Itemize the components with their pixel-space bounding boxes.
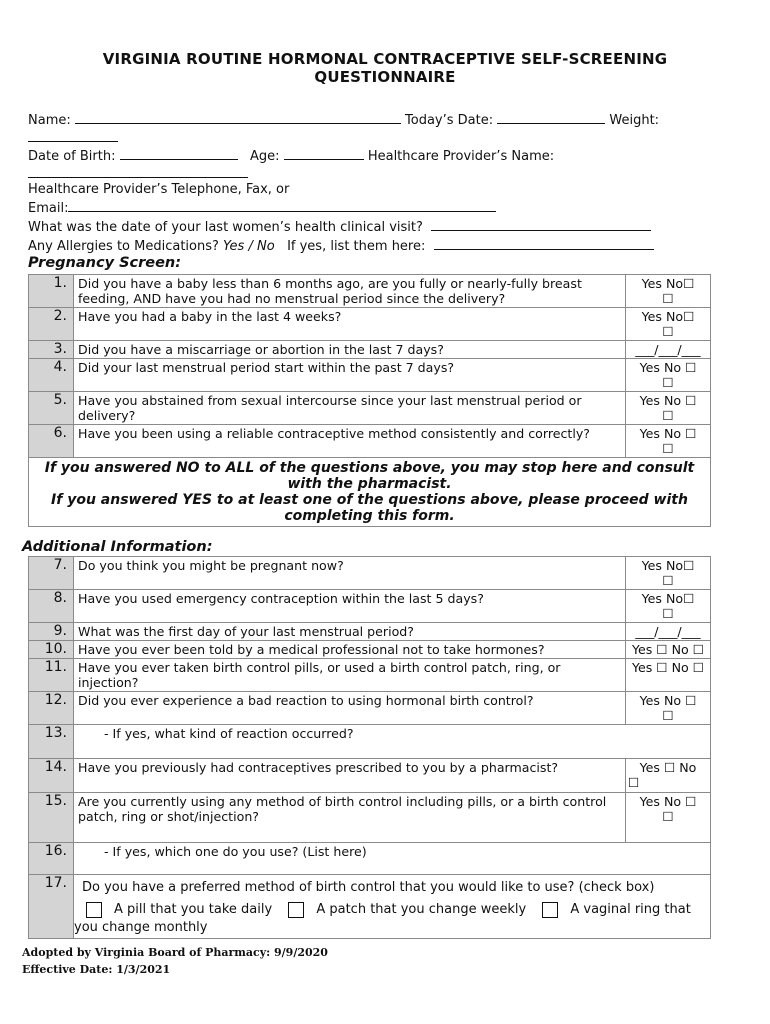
yes-no-checkboxes[interactable]: Yes No☐ [641, 591, 695, 606]
question-17-cell [74, 875, 711, 939]
question-row [29, 359, 711, 392]
question-number: 8. [29, 590, 74, 623]
checkbox[interactable]: ☐ [662, 408, 674, 423]
question-row [29, 641, 711, 659]
yes-no-checkboxes[interactable]: Yes No☐ [641, 309, 695, 324]
answer-cell[interactable] [626, 692, 711, 725]
name-line [28, 110, 659, 129]
name-label: Name: [28, 113, 71, 128]
answer-cell[interactable] [626, 392, 711, 425]
allergies-line [28, 236, 654, 255]
checkbox[interactable]: ☐ [662, 291, 674, 306]
visit-field[interactable] [431, 217, 651, 231]
answer-cell[interactable] [626, 308, 711, 341]
weight-label: Weight: [609, 113, 660, 128]
dob-line [28, 146, 554, 165]
question-14-answer[interactable] [626, 759, 711, 793]
question-row [29, 275, 711, 308]
question-13-row [29, 725, 711, 759]
question-number: 15. [29, 793, 74, 843]
question-row [29, 425, 711, 458]
note-proceed: If you answered YES to at least one of the questions above, please proceed with completing this form. [51, 492, 688, 524]
question-15-text: Are you currently using any method of birth control including pills, or a birth control patch, ring or shot/injection? [74, 793, 626, 843]
checkbox[interactable]: ☐ [662, 324, 674, 339]
email-label: Email: [28, 201, 69, 216]
method-options [74, 901, 706, 937]
question-number: 16. [29, 843, 74, 875]
answer-cell[interactable] [626, 341, 711, 359]
checkbox[interactable]: ☐ [628, 775, 640, 790]
checkbox[interactable]: ☐ [662, 809, 674, 824]
question-row [29, 341, 711, 359]
yes-no-checkboxes[interactable]: Yes ☐ No ☐ [631, 660, 705, 675]
question-number: 7. [29, 557, 74, 590]
additional-heading: Additional Information: [22, 539, 213, 555]
yes-no-checkboxes[interactable]: Yes No ☐ [639, 426, 697, 441]
question-number: 12. [29, 692, 74, 725]
answer-cell[interactable] [626, 659, 711, 692]
question-number: 3. [29, 341, 74, 359]
yes-no-checkboxes[interactable]: ___/___/___ [635, 342, 701, 357]
question-row [29, 557, 711, 590]
pregnancy-heading: Pregnancy Screen: [28, 255, 182, 271]
effective-date: Effective Date: 1/3/2021 [22, 963, 171, 976]
answer-cell[interactable] [626, 641, 711, 659]
question-14-text: Have you previously had contraceptives prescribed to you by a pharmacist? [74, 759, 626, 793]
today-label: Today’s Date: [405, 113, 494, 128]
today-field[interactable] [497, 110, 605, 124]
question-text: Did your last menstrual period start within the past 7 days? [74, 359, 626, 392]
question-number: 9. [29, 623, 74, 641]
question-17-row [29, 875, 711, 939]
answer-cell[interactable] [626, 590, 711, 623]
email-field[interactable] [68, 198, 496, 212]
ring-option-label: A vaginal ring that you change monthly [74, 902, 691, 935]
patch-checkbox[interactable] [288, 902, 304, 918]
pregnancy-note [29, 458, 711, 527]
question-13-text[interactable]: - If yes, what kind of reaction occurred? [74, 725, 711, 759]
additional-table [28, 556, 711, 939]
question-number: 14. [29, 759, 74, 793]
checkbox[interactable]: ☐ [662, 708, 674, 723]
checkbox[interactable]: ☐ [662, 606, 674, 621]
pill-checkbox[interactable] [86, 902, 102, 918]
question-text: Have you been using a reliable contraceptive method consistently and correctly? [74, 425, 626, 458]
pill-option-label: A pill that you take daily [114, 902, 273, 917]
provider-label: Healthcare Provider’s Name: [367, 149, 555, 164]
question-number: 2. [29, 308, 74, 341]
checkbox[interactable]: ☐ [662, 375, 674, 390]
checkbox[interactable]: ☐ [662, 441, 674, 456]
yes-no-checkboxes[interactable]: ___/___/___ [635, 624, 701, 639]
question-text: Have you used emergency contraception within the last 5 days? [74, 590, 626, 623]
checkbox[interactable]: ☐ [662, 573, 674, 588]
question-text: Did you have a baby less than 6 months ago, are you fully or nearly-fully breast feeding, AND have you had no menstrual period since the delivery? [74, 275, 626, 308]
question-row [29, 623, 711, 641]
yes-no-checkboxes[interactable]: Yes No ☐ [639, 393, 697, 408]
adopted-date: Adopted by Virginia Board of Pharmacy: 9/9/2020 [22, 946, 328, 959]
contact-label: Healthcare Provider’s Telephone, Fax, or [28, 182, 290, 197]
weight-field[interactable] [28, 128, 118, 142]
question-row [29, 692, 711, 725]
yes-no-checkboxes[interactable]: Yes No ☐ [639, 360, 697, 375]
question-17-text: Do you have a preferred method of birth control that you would like to use? (check box) [82, 880, 655, 895]
question-number: 13. [29, 725, 74, 759]
yes-no-checkboxes[interactable]: Yes No☐ [641, 276, 695, 291]
form-title: VIRGINIA ROUTINE HORMONAL CONTRACEPTIVE SELF-SCREENING QUESTIONNAIRE [102, 50, 668, 86]
allergies-label: Any Allergies to Medications? [28, 239, 219, 254]
provider-field[interactable] [28, 164, 248, 178]
question-number: 1. [29, 275, 74, 308]
question-16-row [29, 843, 711, 875]
dob-field[interactable] [120, 146, 238, 160]
dob-label: Date of Birth: [28, 149, 116, 164]
question-number: 6. [29, 425, 74, 458]
question-15-answer[interactable] [626, 793, 711, 843]
answer-cell[interactable] [626, 359, 711, 392]
age-label: Age: [250, 149, 280, 164]
question-text: Have you abstained from sexual intercourse since your last menstrual period or delivery? [74, 392, 626, 425]
question-text: Do you think you might be pregnant now? [74, 557, 626, 590]
question-number: 11. [29, 659, 74, 692]
yes-no-checkboxes[interactable]: Yes No☐ [641, 558, 695, 573]
yes-no-checkboxes[interactable]: Yes No ☐ [639, 794, 697, 809]
question-text: Have you ever been told by a medical professional not to take hormones? [74, 641, 626, 659]
question-number: 5. [29, 392, 74, 425]
weight-line [28, 128, 118, 147]
question-16-text[interactable]: - If yes, which one do you use? (List here) [74, 843, 711, 875]
question-text: What was the first day of your last menstrual period? [74, 623, 626, 641]
question-number: 4. [29, 359, 74, 392]
question-number: 10. [29, 641, 74, 659]
answer-cell[interactable] [626, 623, 711, 641]
question-row [29, 590, 711, 623]
note-stop: If you answered NO to ALL of the questions above, you may stop here and consult with the pharmacist. [44, 460, 695, 492]
visit-label: What was the date of your last women’s health clinical visit? [28, 220, 423, 235]
question-text: Did you ever experience a bad reaction to using hormonal birth control? [74, 692, 626, 725]
answer-cell[interactable] [626, 557, 711, 590]
question-row [29, 659, 711, 692]
allergies-yes-no[interactable]: Yes / No [223, 239, 275, 254]
email-line [28, 198, 496, 217]
ring-checkbox[interactable] [542, 902, 558, 918]
question-number: 17. [29, 875, 74, 939]
question-text: Have you ever taken birth control pills, or used a birth control patch, ring, or injection? [74, 659, 626, 692]
yes-no-checkboxes[interactable]: Yes ☐ No ☐ [631, 642, 705, 657]
patch-option-label: A patch that you change weekly [316, 902, 527, 917]
yes-no-checkboxes[interactable]: Yes No ☐ [639, 693, 697, 708]
answer-cell[interactable] [626, 275, 711, 308]
allergies-field[interactable] [434, 236, 654, 250]
yes-no-checkboxes[interactable]: Yes ☐ No [639, 760, 697, 775]
question-row [29, 392, 711, 425]
question-text: Have you had a baby in the last 4 weeks? [74, 308, 626, 341]
visit-line [28, 217, 651, 236]
question-row [29, 308, 711, 341]
question-14-row [29, 759, 711, 793]
age-field[interactable] [284, 146, 364, 160]
allergies-list-label: If yes, list them here: [287, 239, 426, 254]
question-text: Did you have a miscarriage or abortion in the last 7 days? [74, 341, 626, 359]
question-15-row [29, 793, 711, 843]
pregnancy-table [28, 274, 711, 527]
name-field[interactable] [75, 110, 401, 124]
answer-cell[interactable] [626, 425, 711, 458]
pregnancy-note-row [29, 458, 711, 527]
